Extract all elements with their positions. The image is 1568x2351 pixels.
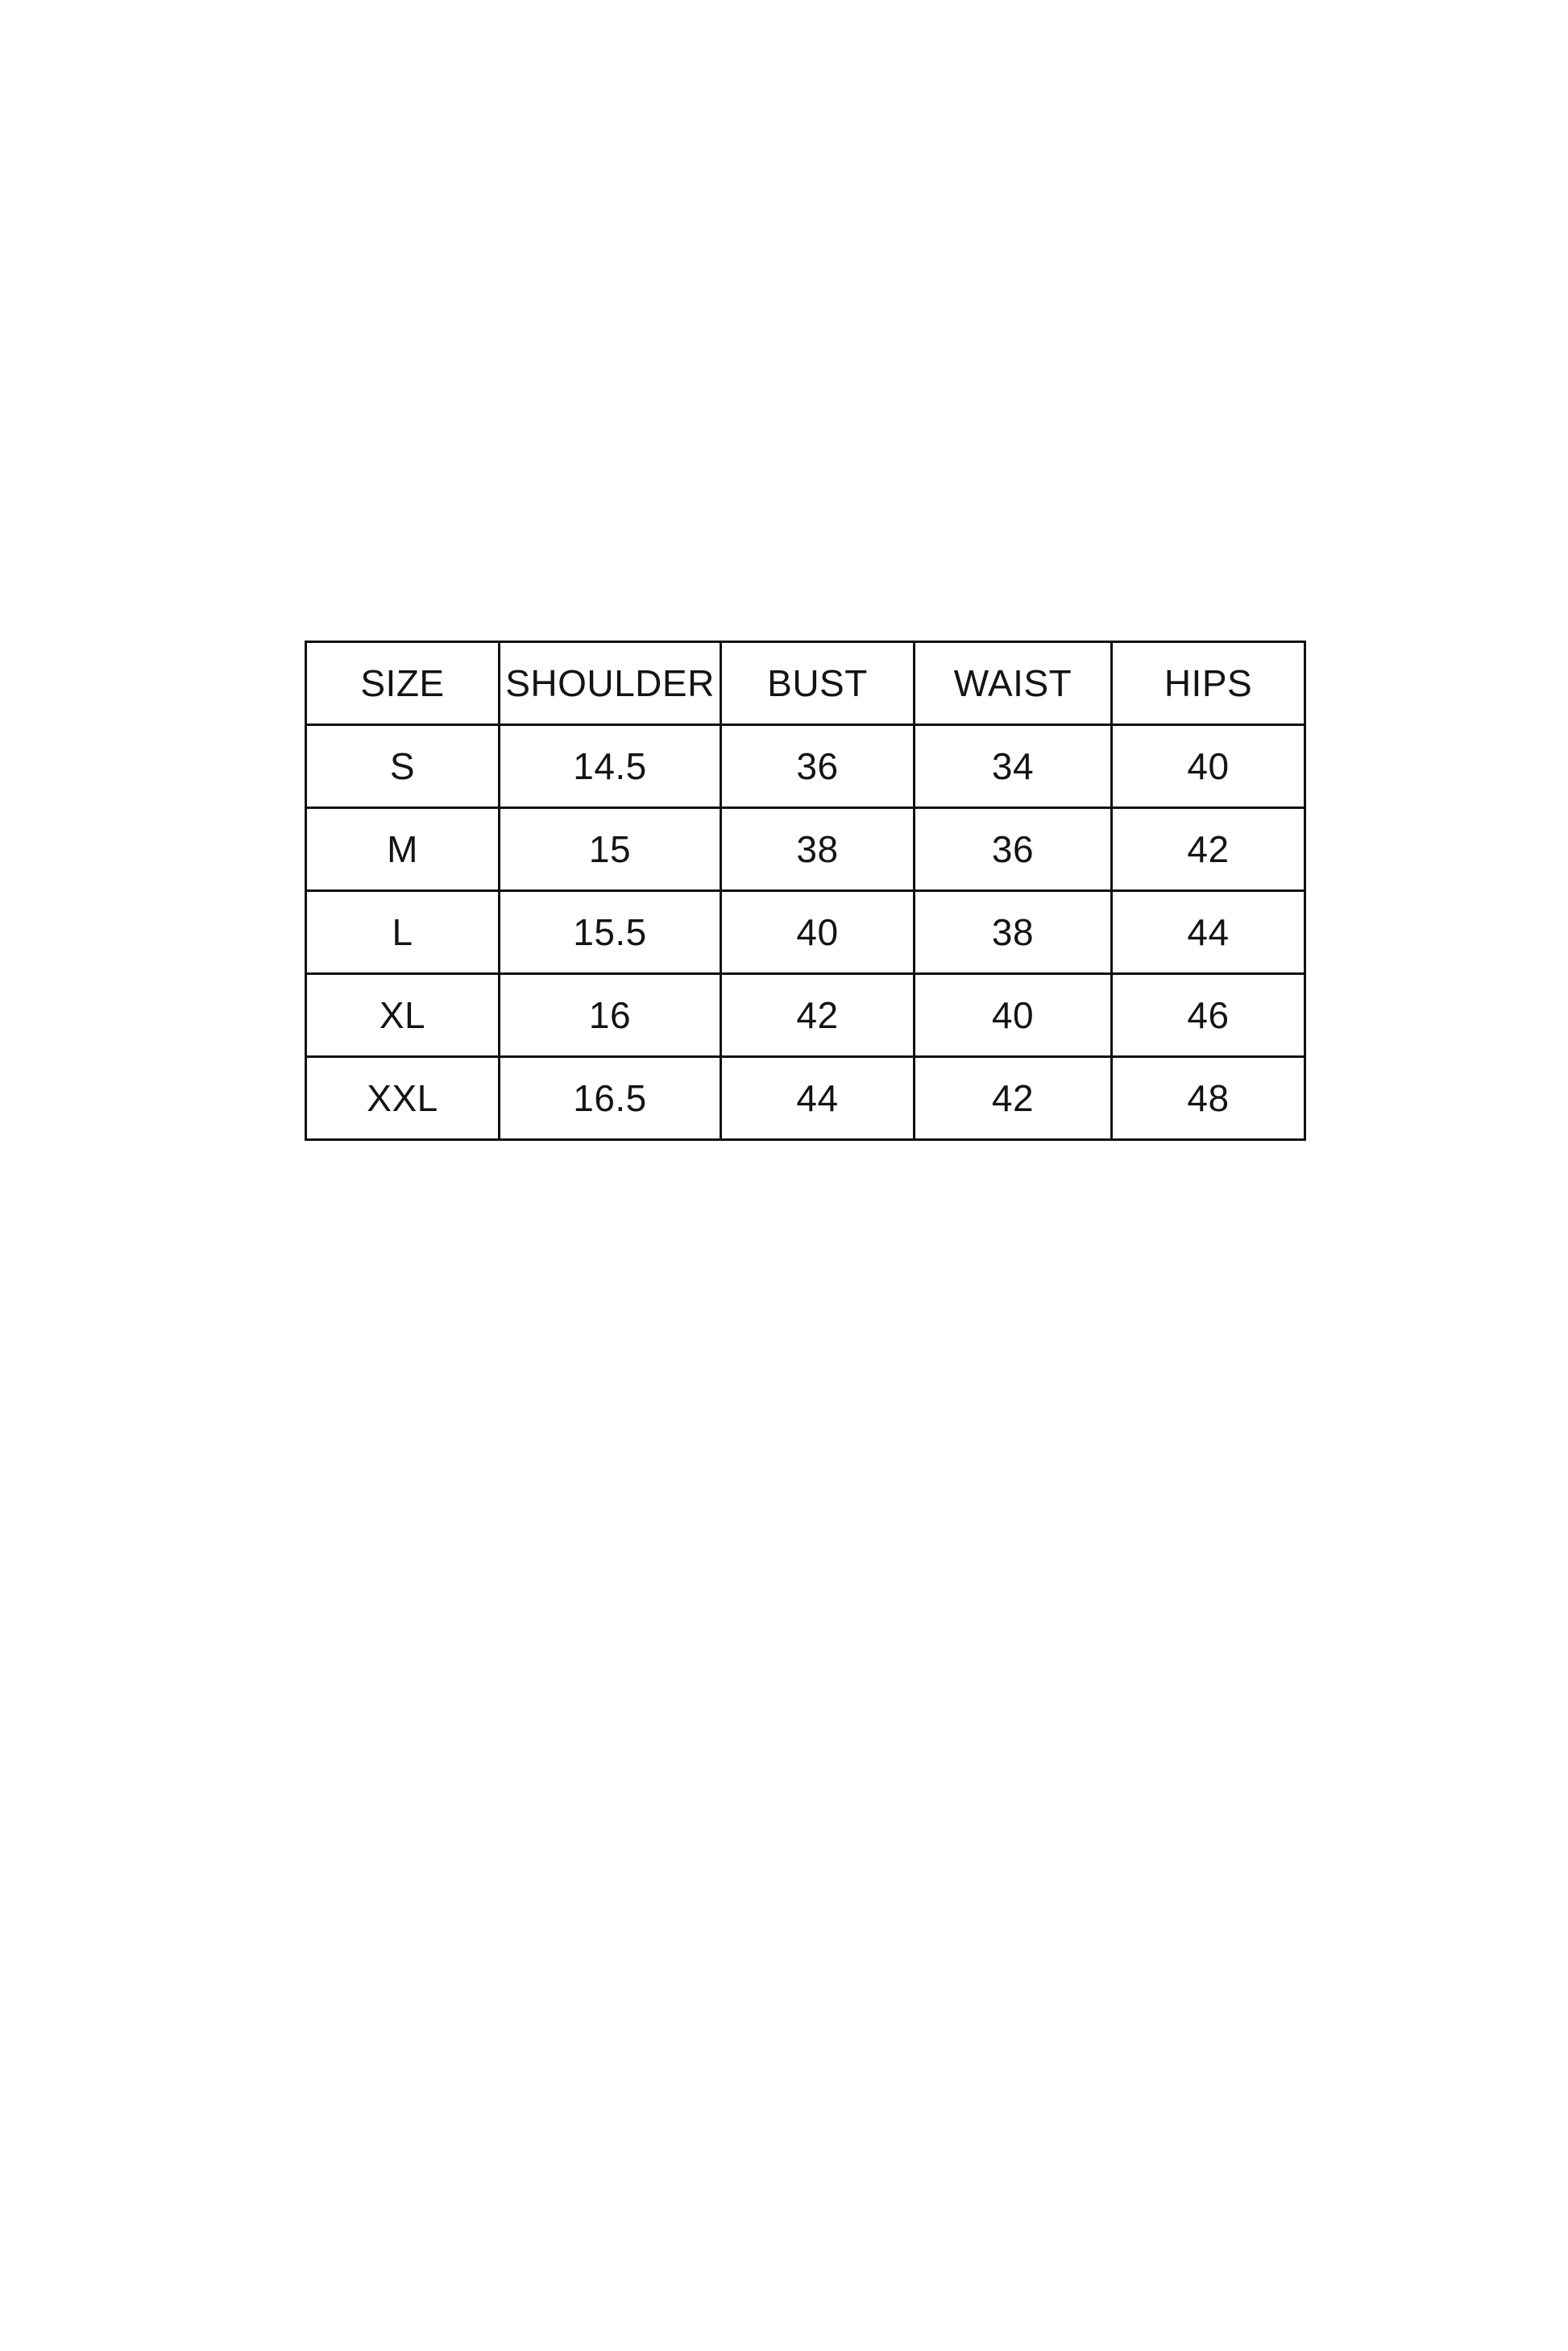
cell-size: L — [306, 891, 500, 974]
cell-hips: 48 — [1112, 1057, 1305, 1140]
cell-waist: 38 — [915, 891, 1112, 974]
cell-hips: 42 — [1112, 808, 1305, 891]
table-header-row — [306, 642, 1305, 725]
column-header-hips: HIPS — [1112, 642, 1305, 725]
cell-hips: 40 — [1112, 725, 1305, 808]
size-chart-table — [305, 641, 1306, 1141]
cell-shoulder: 15.5 — [500, 891, 721, 974]
cell-bust: 44 — [721, 1057, 915, 1140]
cell-bust: 36 — [721, 725, 915, 808]
table-row — [306, 1057, 1305, 1140]
column-header-shoulder: SHOULDER — [500, 642, 721, 725]
table-row — [306, 808, 1305, 891]
table-row — [306, 725, 1305, 808]
column-header-waist: WAIST — [915, 642, 1112, 725]
cell-shoulder: 16.5 — [500, 1057, 721, 1140]
column-header-bust: BUST — [721, 642, 915, 725]
column-header-size: SIZE — [306, 642, 500, 725]
size-chart-container — [305, 641, 1304, 1141]
cell-waist: 36 — [915, 808, 1112, 891]
cell-waist: 34 — [915, 725, 1112, 808]
cell-bust: 40 — [721, 891, 915, 974]
cell-size: M — [306, 808, 500, 891]
cell-bust: 42 — [721, 974, 915, 1057]
cell-waist: 40 — [915, 974, 1112, 1057]
cell-shoulder: 14.5 — [500, 725, 721, 808]
table-row — [306, 974, 1305, 1057]
cell-size: XL — [306, 974, 500, 1057]
cell-size: S — [306, 725, 500, 808]
cell-shoulder: 16 — [500, 974, 721, 1057]
cell-size: XXL — [306, 1057, 500, 1140]
cell-hips: 44 — [1112, 891, 1305, 974]
cell-shoulder: 15 — [500, 808, 721, 891]
cell-waist: 42 — [915, 1057, 1112, 1140]
cell-hips: 46 — [1112, 974, 1305, 1057]
table-row — [306, 891, 1305, 974]
cell-bust: 38 — [721, 808, 915, 891]
